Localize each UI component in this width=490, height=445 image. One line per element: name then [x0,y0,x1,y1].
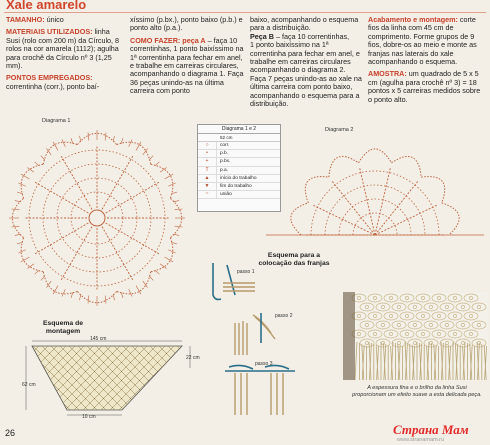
fringe-scheme-label: Esquema para a colocação das franjas [258,252,330,267]
stitches-continued: xíssimo (p.bx.), ponto baixo (p.b.) e ponto alto (p.a.). [130,15,243,33]
col3-text-a: baixo, acompanhando o esquema para a distribuição. [250,15,359,33]
column-1 [6,16,124,95]
diagram-1-chart [2,110,192,325]
title-divider [4,12,486,13]
piece-b-label: Peça B [250,31,274,41]
materials-label: MATERIAIS UTILIZADOS: [6,27,93,37]
watermark-url: www.stranamam.ru [397,437,445,443]
legend-symbol: • [198,150,217,157]
assembly-scheme-diagram [22,336,202,418]
diagram-1-label: Diagrama 1 [42,118,71,124]
legend-text: p.a. [220,167,229,173]
legend-title: Diagrama 1 e 2 [198,125,280,134]
legend-symbol: ▲ [198,175,217,182]
page-title: Xale amarelo [6,0,87,12]
finish-label: Acabamento e montagem: [368,15,458,24]
shawl-photo [343,292,488,380]
legend-symbol: ~ [198,191,217,198]
photo-caption: A espessura fina e o brilho da linha Susi proporcionam um efeito suave a esta delicada peça. [352,385,482,398]
dimension-62: 62 cm [22,382,36,388]
legend-text: início do trabalho [220,175,257,181]
legend-text: p.bx. [220,159,231,165]
materials-text: linha Susi (rolo com 200 m) da Círculo, 8 rolos na cor amarela (1112); agulha para crochê da Círculo nº 3 (1,25 mm). [6,27,120,71]
column-3 [250,16,362,112]
fringe-step-3: passo 3 [255,361,273,367]
column-4 [368,16,484,108]
sample-label: AMOSTRA: [368,69,407,79]
watermark-logo: Страна Мам [393,422,469,437]
column-2 [130,16,246,100]
legend-text: p.b. [220,151,229,157]
legend-symbol: ▼ [198,183,217,190]
dimension-10: 10 cm [82,414,96,418]
legend-symbol: ○ [198,142,217,149]
legend-subtitle: 52 cm [198,134,280,142]
legend-text: união [220,192,232,198]
how-to-label: COMO FAZER: peça A [130,35,206,45]
stitches-text: correntinha (corr.), ponto baí- [6,81,100,91]
assembly-scheme-label: Esquema de montagem [42,320,84,335]
stitches-label: PONTOS EMPREGADOS: [6,73,93,83]
dimension-145: 145 cm [90,336,107,342]
fringe-step-1: passo 1 [237,269,255,275]
dimension-22: 22 cm [186,355,200,361]
diagram-2-chart [262,130,488,245]
size-value: único [44,15,64,24]
col3-text-b: 1 ponto baixíssimo na 1ª correntinha para fechar em anel, e trabalhe em carreiras circulares acompanhando o diagrama 2. Faça 7 peças unindo-as ao xale na última carreira com ponto baixo, acompanhando o esquema para a distribuição. [250,40,362,109]
fringe-step-2: passo 2 [275,313,293,319]
sample-text: um quadrado de 5 x 5 cm (agulha para crochê nº 3) = 18 pontos x 5 carreiras medidos sobre o ponto alto. [368,69,481,104]
legend-text: fim do trabalho [220,184,252,190]
legend-text: corr. [220,143,230,149]
finish-text: corte fios da linha com 45 cm de comprimento. Forme grupos de 9 fios, dobre-os ao meio e monte as franjas nas laterais do xale acompanhando o esquema. [368,15,477,67]
legend-symbol: T [198,167,217,174]
piece-b-text: – faça 10 correntinhas, [273,31,350,41]
size-label: TAMANHO: [6,15,45,24]
how-to-text: – faça 10 correntinhas, 1 ponto baixíssimo na 1ª correntinha para fechar em anel, e trabalhe em carreiras circulares, acompanhando o diagrama 1. Faça 36 peças unindo-as na última carreira com ponto [130,35,244,96]
page-number: 26 [5,428,16,438]
legend-symbol: + [198,158,217,165]
diagram-2-label: Diagrama 2 [325,127,354,133]
fringe-scheme-diagram [205,255,343,425]
